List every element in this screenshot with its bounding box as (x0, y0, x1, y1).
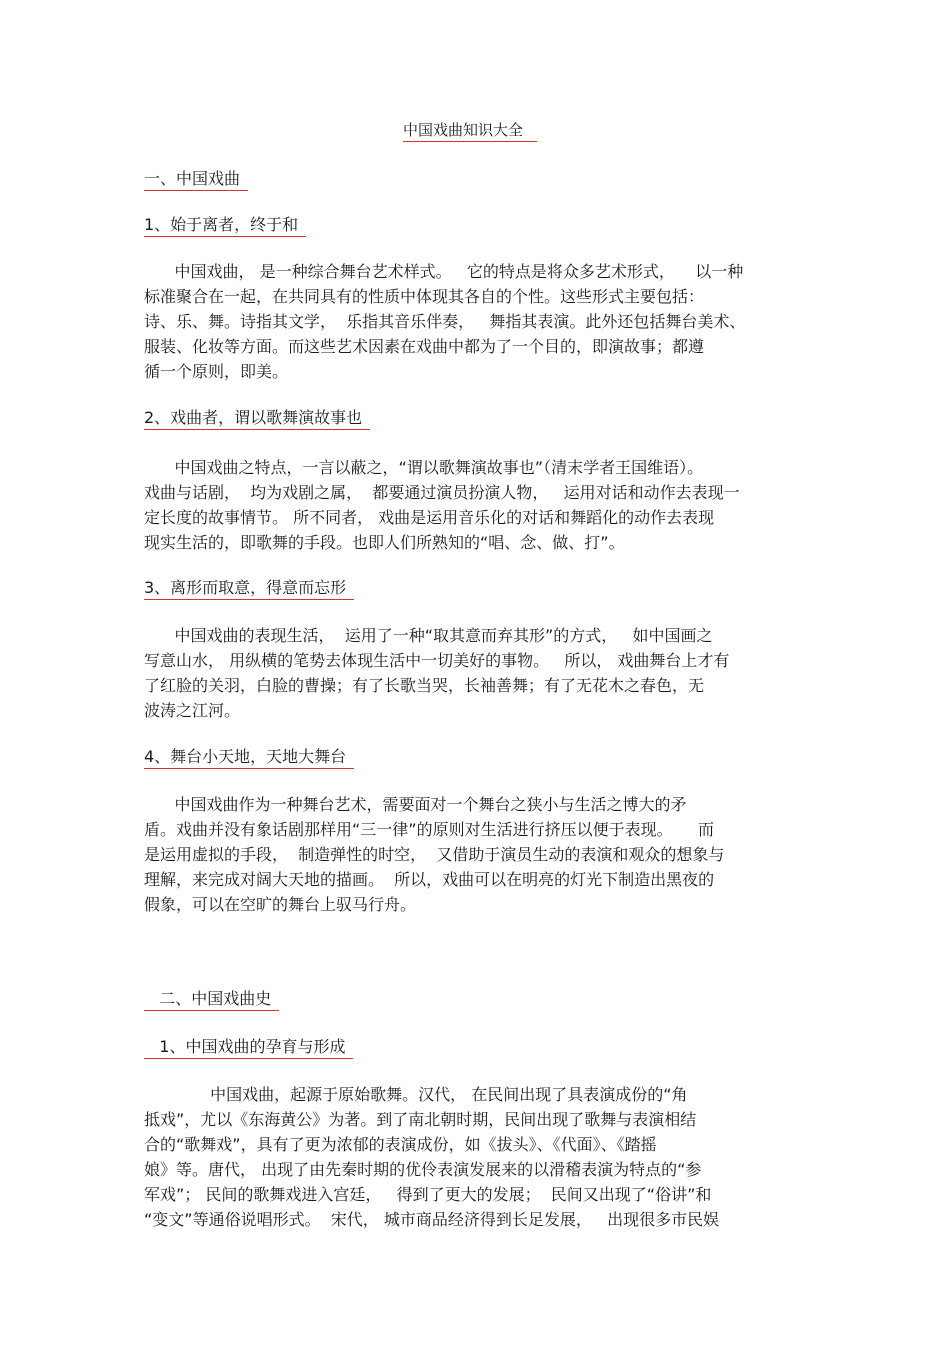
paragraph-line: 中国戏曲之特点，一言以蔽之，“谓以歌舞演故事也”（清末学者王国维语）。 (144, 458, 704, 477)
paragraph-line: 是运用虚拟的手段， 制造弹性的时空， 又借助于演员生动的表演和观众的想象与 (144, 845, 725, 864)
paragraph-line: 服装、化妆等方面。而这些艺术因素在戏曲中都为了一个目的，即演故事；都遵 (144, 337, 705, 356)
paragraph-1-3 (144, 623, 812, 723)
paragraph-line: 中国戏曲作为一种舞台艺术，需要面对一个舞台之狭小与生活之博大的矛 (144, 795, 687, 814)
paragraph-line: 合的“歌舞戏”，具有了更为浓郁的表演成份，如《拔头》、《代面》、《踏摇 (144, 1135, 657, 1154)
paragraph-line: 中国戏曲， 是一种综合舞台艺术样式。 它的特点是将众多艺术形式， 以一种 (144, 262, 744, 281)
paragraph-line: 诗、乐、舞。诗指其文学， 乐指其音乐伴奏， 舞指其表演。此外还包括舞台美术、 (144, 312, 746, 331)
paragraph-line: 定长度的故事情节。 所不同者， 戏曲是运用音乐化的对话和舞蹈化的动作去表现 (144, 508, 715, 527)
subsection-heading-1-2: 2、戏曲者，谓以歌舞演故事也 (144, 407, 370, 430)
paragraph-line: 现实生活的，即歌舞的手段。也即人们所熟知的“唱、念、做、打”。 (144, 533, 625, 552)
paragraph-line: 盾。戏曲并没有象话剧那样用“三一律”的原则对生活进行挤压以便于表现。 而 (144, 820, 715, 839)
paragraph-line: 抵戏”，尤以《东海黄公》为著。到了南北朝时期，民间出现了歌舞与表演相结 (144, 1110, 697, 1129)
subsection-heading-2-1: 1、中国戏曲的孕育与形成 (144, 1036, 353, 1059)
section-heading-1: 一、中国戏曲 (144, 168, 248, 191)
paragraph-line: 了红脸的关羽，白脸的曹操；有了长歌当哭，长袖善舞；有了无花木之春色，无 (144, 676, 705, 695)
document-title: 中国戏曲知识大全 (403, 119, 537, 142)
paragraph-line: 戏曲与话剧， 均为戏剧之属， 都要通过演员扮演人物， 运用对话和动作去表现一 (144, 483, 740, 502)
paragraph-1-2 (144, 455, 812, 555)
paragraph-1-1 (144, 259, 812, 384)
section-heading-2: 二、中国戏曲史 (144, 988, 279, 1011)
paragraph-line: 理解，来完成对阔大天地的描画。 所以，戏曲可以在明亮的灯光下制造出黑夜的 (144, 870, 715, 889)
paragraph-line: “变文”等通俗说唱形式。 宋代， 城市商品经济得到长足发展， 出现很多市民娱 (144, 1210, 720, 1229)
paragraph-line: 军戏”； 民间的歌舞戏进入宫廷， 得到了更大的发展； 民间又出现了“俗讲”和 (144, 1185, 712, 1204)
paragraph-line: 标准聚合在一起，在共同具有的性质中体现其各自的个性。这些形式主要包括： (144, 287, 705, 306)
paragraph-line: 中国戏曲的表现生活， 运用了一种“取其意而弃其形”的方式， 如中国画之 (144, 626, 713, 645)
paragraph-2-1 (144, 1082, 812, 1232)
paragraph-line: 假象，可以在空旷的舞台上驭马行舟。 (144, 895, 417, 914)
subsection-heading-1-1: 1、始于离者，终于和 (144, 214, 306, 237)
paragraph-line: 中国戏曲，起源于原始歌舞。汉代， 在民间出现了具表演成份的“角 (144, 1085, 688, 1104)
subsection-heading-1-3: 3、离形而取意，得意而忘形 (144, 577, 354, 600)
paragraph-line: 娘》等。唐代， 出现了由先秦时期的优伶表演发展来的以滑稽表演为特点的“参 (144, 1160, 702, 1179)
paragraph-line: 写意山水， 用纵横的笔势去体现生活中一切美好的事物。 所以， 戏曲舞台上才有 (144, 651, 730, 670)
paragraph-1-4 (144, 792, 812, 917)
subsection-heading-1-4: 4、舞台小天地，天地大舞台 (144, 746, 354, 769)
paragraph-line: 波涛之江河。 (144, 701, 241, 720)
paragraph-line: 循一个原则，即美。 (144, 362, 289, 381)
